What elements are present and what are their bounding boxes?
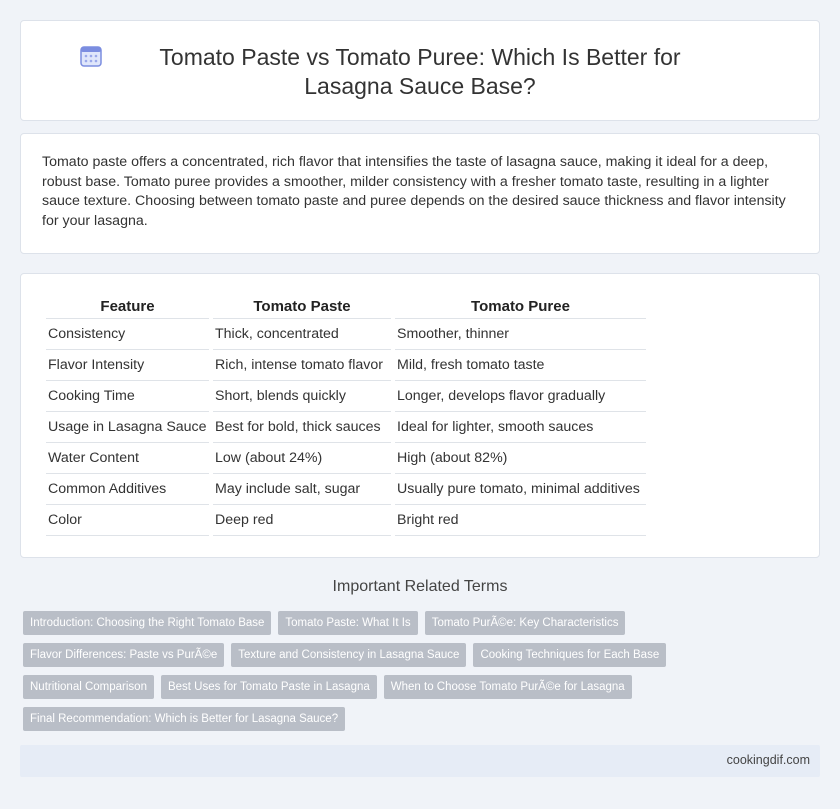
related-term-tag[interactable]: Tomato PurÃ©e: Key Characteristics (425, 611, 626, 635)
table-row (46, 474, 646, 505)
table-cell: May include salt, sugar (213, 474, 391, 505)
table-cell: Usage in Lasagna Sauce (46, 412, 209, 443)
comparison-table (42, 294, 650, 536)
table-header: Tomato Puree (395, 294, 646, 319)
table-cell: Flavor Intensity (46, 350, 209, 381)
table-cell: Smoother, thinner (395, 319, 646, 350)
table-cell: Consistency (46, 319, 209, 350)
table-row (46, 412, 646, 443)
related-term-tag[interactable]: When to Choose Tomato PurÃ©e for Lasagna (384, 675, 632, 699)
table-row (46, 505, 646, 536)
table-cell: Color (46, 505, 209, 536)
footer (20, 745, 820, 777)
table-cell: Deep red (213, 505, 391, 536)
table-row (46, 443, 646, 474)
intro-card (20, 133, 820, 254)
table-cell: Short, blends quickly (213, 381, 391, 412)
table-cell: High (about 82%) (395, 443, 646, 474)
table-cell: Thick, concentrated (213, 319, 391, 350)
table-cell: Longer, develops flavor gradually (395, 381, 646, 412)
page-title: Tomato Paste vs Tomato Puree: Which Is Better for Lasagna Sauce Base? (159, 44, 681, 99)
related-terms-list (23, 611, 823, 739)
table-header: Tomato Paste (213, 294, 391, 319)
site-name[interactable]: cookingdif.com (726, 753, 810, 767)
related-term-tag[interactable]: Texture and Consistency in Lasagna Sauce (231, 643, 466, 667)
related-term-tag[interactable]: Cooking Techniques for Each Base (473, 643, 666, 667)
related-term-tag[interactable]: Best Uses for Tomato Paste in Lasagna (161, 675, 377, 699)
table-cell: Bright red (395, 505, 646, 536)
table-cell: Usually pure tomato, minimal additives (395, 474, 646, 505)
table-cell: Rich, intense tomato flavor (213, 350, 391, 381)
related-term-tag[interactable]: Introduction: Choosing the Right Tomato Base (23, 611, 271, 635)
table-cell: Low (about 24%) (213, 443, 391, 474)
related-terms-title: Important Related Terms (332, 578, 508, 595)
related-term-tag[interactable]: Nutritional Comparison (23, 675, 154, 699)
table-cell: Ideal for lighter, smooth sauces (395, 412, 646, 443)
table-row (46, 350, 646, 381)
table-cell: Mild, fresh tomato taste (395, 350, 646, 381)
table-cell: Water Content (46, 443, 209, 474)
table-cell: Cooking Time (46, 381, 209, 412)
header-card (20, 20, 820, 121)
table-header-row (46, 294, 646, 319)
related-term-tag[interactable]: Flavor Differences: Paste vs PurÃ©e (23, 643, 224, 667)
related-term-tag[interactable]: Tomato Paste: What It Is (278, 611, 417, 635)
table-cell: Best for bold, thick sauces (213, 412, 391, 443)
table-header: Feature (46, 294, 209, 319)
table-row (46, 381, 646, 412)
table-cell: Common Additives (46, 474, 209, 505)
intro-text: Tomato paste offers a concentrated, rich flavor that intensifies the taste of lasagna sauce, making it ideal for a deep, robust base. Tomato puree provides a smoother, milder consistency with a fresher tomato taste, resulting in a lighter sauce texture. Choosing between tomato paste and puree depends on the desired sauce thickness and flavor intensity for your lasagna. (42, 154, 786, 229)
related-term-tag[interactable]: Final Recommendation: Which is Better for Lasagna Sauce? (23, 707, 345, 731)
comparison-card (20, 273, 820, 558)
table-row (46, 319, 646, 350)
